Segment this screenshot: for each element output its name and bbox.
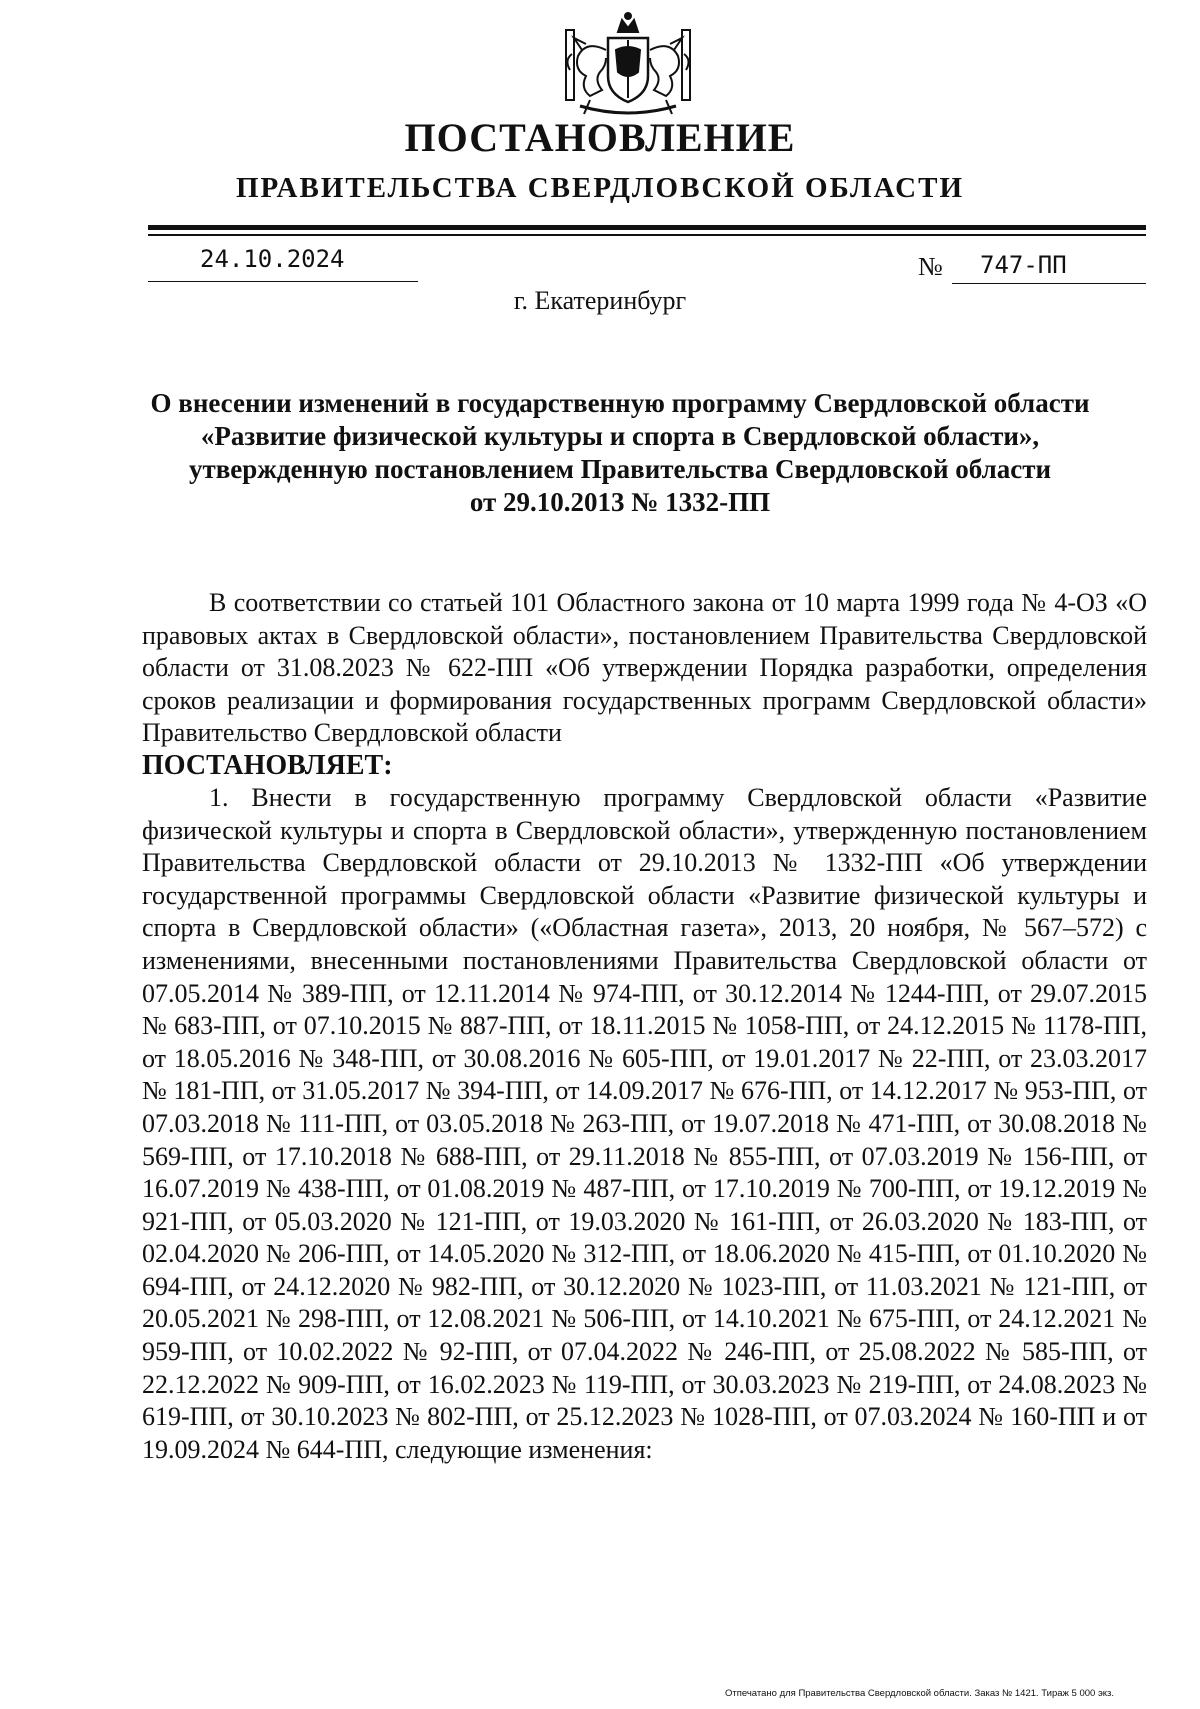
coat-of-arms-icon (560, 10, 696, 122)
number-label: № (918, 252, 943, 281)
heading-line: от 29.10.2013 № 1332-ПП (469, 487, 771, 517)
document-date: 24.10.2024 (200, 245, 345, 273)
document-type-title: ПОСТАНОВЛЕНИЕ (404, 115, 796, 160)
header-rule-thick (148, 225, 1146, 230)
heading-line: утвержденную постановлением Правительства Свердловской области (188, 454, 1052, 484)
document-number: 747-ПП (980, 251, 1067, 279)
heading-line: О внесении изменений в государственную программу Свердловской области (150, 388, 1090, 418)
document-heading (120, 387, 1120, 519)
heading-line: «Развитие физической культуры и спорта в Свердловской области», (200, 421, 1040, 451)
preamble-paragraph: В соответствии со статьей 101 Областного закона от 10 марта 1999 года № 4-ОЗ «О правовых актах в Свердловской области», постановлением Правительства Свердловской области от 31.08.2023 № 622-ПП «Об утверждении Порядка разработки, определения сроков реализации и формирования государственных программ Свердловской области» Правительство Свердловской области (142, 588, 1147, 748)
item-1-paragraph: 1. Внести в государственную программу Свердловской области «Развитие физической культуры и спорта в Свердловской области», утвержденную постановлением Правительства Свердловской области от 29.10.2013 № 1332-ПП «Об утверждении государственной программы Свердловской области «Развитие физической культуры и спорта в Свердловской области» («Областная газета», 2013, 20 ноября, № 567–572) с изменениями, внесенными постановлениями Правительства Свердловской области от 07.05.2014 № 389-ПП, от 12.11.2014 № 974-ПП, от 30.12.2014 № 1244-ПП, от 29.07.2015 № 683-ПП, от 07.10.2015 № 887-ПП, от 18.11.2015 № 1058-ПП, от 24.12.2015 № 1178-ПП, от 18.05.2016 № 348-ПП, от 30.08.2016 № 605-ПП, от 19.01.2017 № 22-ПП, от 23.03.2017 № 181-ПП, от 31.05.2017 № 394-ПП, от 14.09.2017 № 676-ПП, от 14.12.2017 № 953-ПП, от 07.03.2018 № 111-ПП, от 03.05.2018 № 263-ПП, от 19.07.2018 № 471-ПП, от 30.08.2018 № 569-ПП, от 17.10.2018 № 688-ПП, от 29.11.2018 № 855-ПП, от 07.03.2019 № 156-ПП, от 16.07.2019 № 438-ПП, от 01.08.2019 № 487-ПП, от 17.10.2019 № 700-ПП, от 19.12.2019 № 921-ПП, от 05.03.2020 № 121-ПП, от 19.03.2020 № 161-ПП, от 26.03.2020 № 183-ПП, от 02.04.2020 № 206-ПП, от 14.05.2020 № 312-ПП, от 18.06.2020 № 415-ПП, от 01.10.2020 № 694-ПП, от 24.12.2020 № 982-ПП, от 30.12.2020 № 1023-ПП, от 11.03.2021 № 121-ПП, от 20.05.2021 № 298-ПП, от 12.08.2021 № 506-ПП, от 14.10.2021 № 675-ПП, от 24.12.2021 № 959-ПП, от 10.02.2022 № 92-ПП, от 07.04.2022 № 246-ПП, от 25.08.2022 № 585-ПП, от 22.12.2022 № 909-ПП, от 16.02.2023 № 119-ПП, от 30.03.2023 № 219-ПП, от 24.08.2023 № 619-ПП, от 30.10.2023 № 802-ПП, от 25.12.2023 № 1028-ПП, от 07.03.2024 № 160-ПП и от 19.09.2024 № 644-ПП, следующие изменения: (142, 782, 1147, 1464)
decree-word: ПОСТАНОВЛЯЕТ: (142, 749, 393, 781)
date-underline (148, 281, 418, 282)
header-rule-thin (148, 234, 1146, 236)
document-body (142, 587, 1147, 1466)
print-note: Отпечатано для Правительства Свердловской области. Заказ № 1421. Тираж 5 000 экз. (725, 1688, 1115, 1699)
issuing-authority: ПРАВИТЕЛЬСТВА СВЕРДЛОВСКОЙ ОБЛАСТИ (235, 172, 965, 204)
document-city: г. Екатеринбург (513, 286, 687, 315)
number-underline (952, 283, 1146, 284)
